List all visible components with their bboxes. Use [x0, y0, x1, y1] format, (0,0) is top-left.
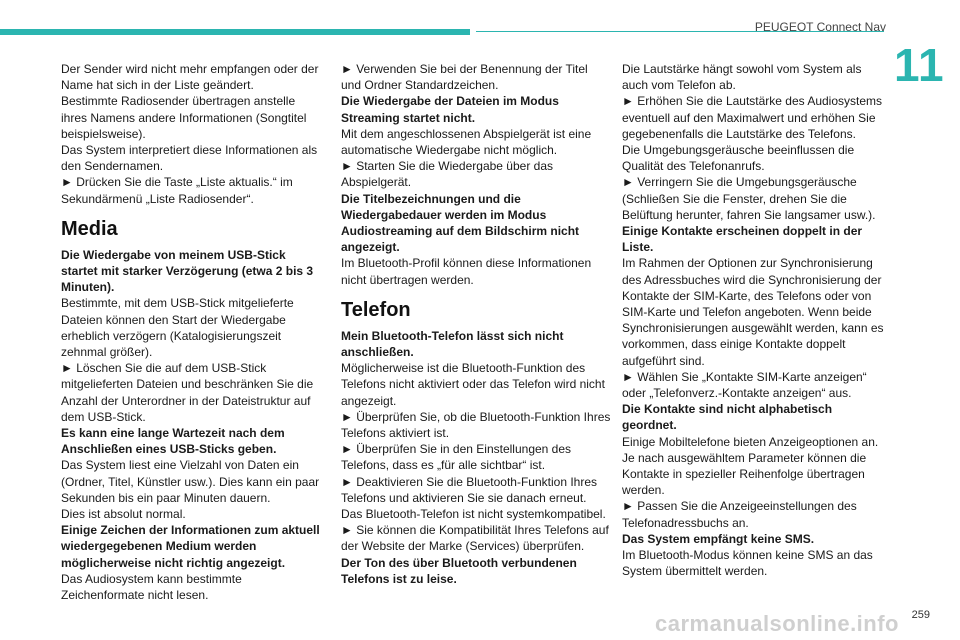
paragraph: ► Deaktivieren Sie die Bluetooth-Funktion Ihres Telefons und aktivieren Sie sie danach erneut.: [341, 474, 598, 505]
paragraph: ► Verringern Sie die Umgebungsgeräusche (Schließen Sie die Fenster, drehen Sie die Belüftung herunter, fahren Sie langsamer usw.).: [622, 175, 876, 222]
text-column-2: [341, 61, 611, 587]
problem-heading: Die Kontakte sind nicht alphabetisch geordnet.: [622, 402, 833, 433]
paragraph: Das Bluetooth-Telefon ist nicht systemkompatibel.: [341, 507, 606, 522]
paragraph: ► Wählen Sie „Kontakte SIM-Karte anzeigen“ oder „Telefonverz.-Kontakte anzeigen“ aus.: [622, 369, 867, 401]
watermark: carmanualsonline.info: [655, 611, 899, 636]
paragraph: ► Überprüfen Sie, ob die Bluetooth-Funktion Ihres Telefons aktiviert ist.: [341, 409, 611, 441]
problem-heading: Die Wiedergabe der Dateien im Modus Streaming startet nicht.: [341, 94, 559, 125]
problem-heading: Einige Zeichen der Informationen zum aktuell wiedergegebenen Medium werden möglicherweise nicht richtig angezeigt.: [61, 523, 320, 570]
problem-heading: Das System empfängt keine SMS.: [622, 531, 815, 546]
paragraph: ► Drücken Sie die Taste „Liste aktualis.“ im Sekundärmenü „Liste Radiosender“.: [61, 175, 293, 206]
paragraph: Einige Mobiltelefone bieten Anzeigeoptionen an. Je nach ausgewähltem Parameter können die Kontakte in spezieller Reihenfolge übertragen werden.: [622, 434, 879, 498]
section-heading: Telefon: [341, 298, 411, 321]
paragraph: Mit dem angeschlossenen Abspielgerät ist eine automatische Wiedergabe nicht möglich.: [341, 126, 592, 158]
problem-heading: Die Titelbezeichnungen und die Wiedergabedauer werden im Modus Audiostreaming auf dem Bildschirm nicht angezeigt.: [341, 191, 580, 255]
text-column-1: [61, 61, 323, 603]
paragraph: ► Sie können die Kompatibilität Ihres Telefons auf der Website der Marke (Services) überprüfen.: [341, 523, 609, 554]
paragraph: Im Bluetooth-Profil können diese Informationen nicht übertragen werden.: [341, 256, 592, 287]
paragraph: ► Verwenden Sie bei der Benennung der Titel und Ordner Standardzeichen.: [341, 62, 588, 93]
paragraph: ► Starten Sie die Wiedergabe über das Abspielgerät.: [341, 159, 553, 190]
paragraph: Der Sender wird nicht mehr empfangen oder der Name hat sich in der Liste geändert.: [61, 62, 319, 93]
paragraph: ► Erhöhen Sie die Lautstärke des Audiosystems eventuell auf den Maximalwert und erhöhen Sie gegebenenfalls die Lautstärke des Telefons.: [622, 94, 883, 141]
running-header-title: PEUGEOT Connect Nav: [754, 20, 886, 34]
paragraph: Dies ist absolut normal.: [61, 507, 186, 522]
paragraph: Die Umgebungsgeräusche beeinflussen die Qualität des Telefonanrufs.: [622, 143, 855, 174]
paragraph: Bestimmte Radiosender übertragen anstelle ihres Namens andere Informationen (Songtitel beispielsweise).: [61, 94, 307, 141]
chapter-number: 11: [894, 39, 945, 91]
problem-heading: Mein Bluetooth-Telefon lässt sich nicht anschließen.: [341, 328, 564, 360]
paragraph: Bestimmte, mit dem USB-Stick mitgelieferte Dateien können den Start der Wiedergabe erheblich verzögern (Katalogisierungszeit zehnmal größer).: [61, 296, 294, 360]
paragraph: Die Lautstärke hängt sowohl vom System als auch vom Telefon ab.: [622, 62, 862, 93]
page-number: 259: [911, 609, 930, 621]
header-accent-bar: [0, 29, 470, 35]
paragraph: Möglicherweise ist die Bluetooth-Funktion des Telefons nicht aktiviert oder das Telefon wird nicht angezeigt.: [341, 361, 605, 408]
paragraph: Das System liest eine Vielzahl von Daten ein (Ordner, Titel, Künstler usw.). Dies kann ein paar Sekunden bis ein paar Minuten dauern.: [61, 458, 320, 505]
paragraph: Das Audiosystem kann bestimmte Zeichenformate nicht lesen.: [61, 571, 242, 603]
problem-heading: Der Ton des über Bluetooth verbundenen Telefons ist zu leise.: [341, 555, 577, 586]
problem-heading: Einige Kontakte erscheinen doppelt in der Liste.: [622, 224, 863, 255]
paragraph: Im Rahmen der Optionen zur Synchronisierung des Adressbuches wird die Synchronisierung der Kontakte der SIM-Karte, des Telefons oder von SIM-Karte und Telefon angeboten. Wenn beide Synchronisierungen ausgewählt werden, kann es vorkommen, dass einige Kontakte doppelt aufgeführt sind.: [622, 256, 884, 368]
paragraph: ► Überprüfen Sie in den Einstellungen des Telefons, dass es „für alle sichtbar“ ist.: [341, 442, 572, 473]
problem-heading: Die Wiedergabe von meinem USB-Stick startet mit starker Verzögerung (etwa 2 bis 3 Minuten).: [61, 247, 314, 295]
problem-heading: Es kann eine lange Wartezeit nach dem Anschließen eines USB-Sticks geben.: [61, 426, 285, 457]
section-heading: Media: [61, 217, 118, 240]
paragraph: Das System interpretiert diese Informationen als den Sendernamen.: [61, 143, 318, 174]
paragraph: Im Bluetooth-Modus können keine SMS an das System übermittelt werden.: [622, 548, 873, 579]
text-column-3: [622, 61, 890, 580]
paragraph: ► Passen Sie die Anzeigeeinstellungen des Telefonadressbuchs an.: [622, 499, 857, 530]
paragraph: ► Löschen Sie die auf dem USB-Stick mitgelieferten Dateien und beschränken Sie die Anzahl der Unterordner in der Dateistruktur auf dem USB-Stick.: [61, 361, 314, 424]
